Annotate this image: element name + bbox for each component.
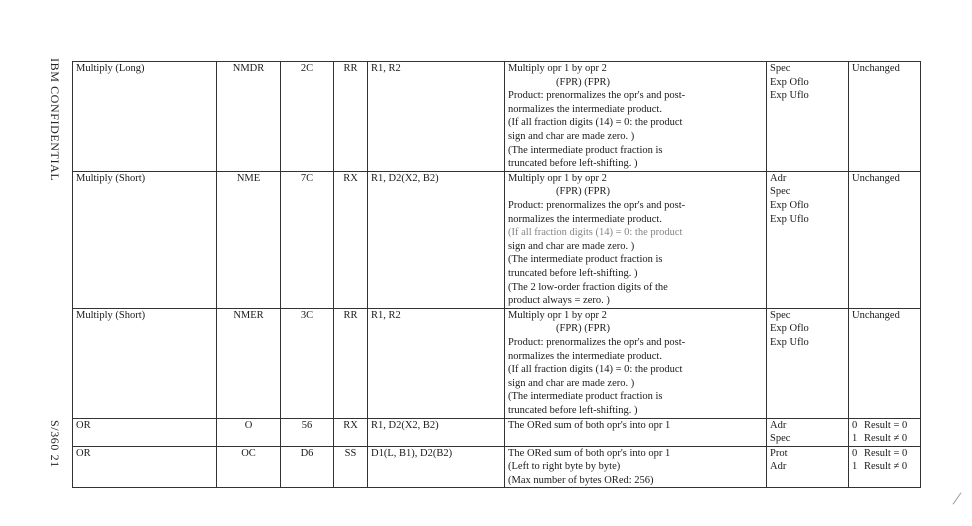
format: RX bbox=[343, 419, 358, 431]
operands: R1, D2(X2, B2) bbox=[371, 172, 439, 184]
exception-item: Exp Oflo bbox=[770, 323, 809, 335]
description-line: normalizes the intermediate product. bbox=[508, 103, 662, 115]
mnemonic-cell bbox=[217, 62, 281, 172]
operands-cell bbox=[368, 308, 505, 418]
condition-code-line bbox=[852, 447, 917, 461]
op-code: 3C bbox=[300, 309, 314, 321]
exception-item: Exp Uflo bbox=[770, 90, 809, 102]
description-line: (If all fraction digits (14) = 0: the product bbox=[508, 117, 683, 129]
description-line: (FPR) (FPR) bbox=[556, 76, 610, 88]
description-line: product always = zero. ) bbox=[508, 295, 610, 307]
op-code: 56 bbox=[301, 419, 313, 431]
description-cell bbox=[505, 446, 767, 488]
description-line: sign and char are made zero. ) bbox=[508, 130, 635, 142]
format-cell bbox=[334, 308, 368, 418]
format: RR bbox=[343, 63, 358, 74]
description-line: normalizes the intermediate product. bbox=[508, 213, 662, 225]
exception-item: Prot bbox=[770, 447, 788, 459]
description-line: (The 2 low-order fraction digits of the bbox=[508, 281, 668, 293]
format: SS bbox=[344, 447, 357, 459]
format: RR bbox=[343, 309, 358, 321]
op-code: D6 bbox=[300, 447, 314, 459]
description-line: Product: prenormalizes the opr's and post- bbox=[508, 199, 686, 211]
condition-code-cell bbox=[849, 171, 921, 308]
description-cell bbox=[505, 308, 767, 418]
instruction-row bbox=[73, 446, 921, 488]
description-cell bbox=[505, 418, 767, 446]
description-line: (The intermediate product fraction is bbox=[508, 254, 663, 266]
exception-item: Exp Oflo bbox=[770, 76, 809, 88]
mnemonic: NMER bbox=[233, 309, 264, 321]
mnemonic: NMDR bbox=[232, 63, 265, 74]
condition-code-value: 0 bbox=[852, 419, 858, 431]
exception-item: Exp Oflo bbox=[770, 199, 809, 211]
instruction-row bbox=[73, 62, 921, 172]
condition-code-meaning: Result ≠ 0 bbox=[864, 461, 908, 473]
mnemonic: NME bbox=[236, 172, 261, 184]
description-line: truncated before left-shifting. ) bbox=[508, 158, 638, 170]
condition-code-value: 0 bbox=[852, 447, 858, 459]
op-code-cell bbox=[281, 418, 334, 446]
operands: R1, R2 bbox=[371, 309, 401, 321]
op-code-cell bbox=[281, 62, 334, 172]
operands-cell bbox=[368, 171, 505, 308]
mnemonic-cell bbox=[217, 446, 281, 488]
instruction-name-cell bbox=[73, 418, 217, 446]
instruction-name-cell bbox=[73, 308, 217, 418]
instruction-name: Multiply (Short) bbox=[76, 172, 146, 184]
mnemonic-cell bbox=[217, 171, 281, 308]
condition-code-line bbox=[852, 460, 917, 474]
operands: R1, D2(X2, B2) bbox=[371, 419, 439, 431]
exception-item: Adr bbox=[770, 461, 787, 473]
condition-code-line bbox=[852, 419, 917, 433]
operands: D1(L, B1), D2(B2) bbox=[371, 447, 453, 459]
page-marker: S/360 21 bbox=[48, 420, 62, 468]
operands-cell bbox=[368, 418, 505, 446]
condition-code-line bbox=[852, 432, 917, 446]
description-line: truncated before left-shifting. ) bbox=[508, 267, 638, 279]
exception-item: Spec bbox=[770, 309, 791, 321]
op-code-cell bbox=[281, 171, 334, 308]
instruction-row bbox=[73, 418, 921, 446]
format: RX bbox=[343, 172, 358, 184]
description-line: (If all fraction digits (14) = 0: the product bbox=[508, 227, 683, 239]
mnemonic-cell bbox=[217, 418, 281, 446]
description-line: sign and char are made zero. ) bbox=[508, 377, 635, 389]
condition-code-text: Unchanged bbox=[852, 63, 900, 74]
mnemonic: O bbox=[244, 419, 253, 431]
exception-item: Spec bbox=[770, 186, 791, 198]
description-line: (If all fraction digits (14) = 0: the product bbox=[508, 364, 683, 376]
description-line: (The intermediate product fraction is bbox=[508, 144, 663, 156]
description-line: The ORed sum of both opr's into opr 1 bbox=[508, 419, 671, 431]
condition-code-meaning: Result ≠ 0 bbox=[864, 433, 908, 445]
description-line: (Max number of bytes ORed: 256) bbox=[508, 474, 654, 486]
instruction-name: OR bbox=[76, 419, 91, 431]
instruction-row bbox=[73, 171, 921, 308]
exception-item: Exp Uflo bbox=[770, 213, 809, 225]
description-line: Product: prenormalizes the opr's and post- bbox=[508, 90, 686, 102]
condition-code-value: 1 bbox=[852, 461, 858, 473]
condition-code-cell bbox=[849, 446, 921, 488]
description-line: truncated before left-shifting. ) bbox=[508, 404, 638, 416]
instruction-name: OR bbox=[76, 447, 91, 459]
operands-cell bbox=[368, 62, 505, 172]
description-line: Multiply opr 1 by opr 2 bbox=[508, 63, 607, 74]
instruction-name-cell bbox=[73, 446, 217, 488]
description-cell bbox=[505, 171, 767, 308]
condition-code-text: Unchanged bbox=[852, 172, 900, 184]
format-cell bbox=[334, 171, 368, 308]
description-cell bbox=[505, 62, 767, 172]
op-code: 7C bbox=[300, 172, 314, 184]
op-code-cell bbox=[281, 308, 334, 418]
exceptions-cell bbox=[767, 446, 849, 488]
format-cell bbox=[334, 446, 368, 488]
mnemonic-cell bbox=[217, 308, 281, 418]
instruction-name: Multiply (Long) bbox=[76, 63, 145, 74]
description-line: normalizes the intermediate product. bbox=[508, 350, 662, 362]
exception-item: Spec bbox=[770, 433, 791, 445]
exception-item: Adr bbox=[770, 172, 787, 184]
operands-cell bbox=[368, 446, 505, 488]
condition-code-cell bbox=[849, 418, 921, 446]
confidential-marking: IBM CONFIDENTIAL bbox=[48, 58, 62, 182]
description-line: (The intermediate product fraction is bbox=[508, 391, 663, 403]
description-line: Multiply opr 1 by opr 2 bbox=[508, 309, 607, 321]
instruction-table bbox=[72, 61, 921, 488]
description-line: (Left to right byte by byte) bbox=[508, 461, 621, 473]
op-code-cell bbox=[281, 446, 334, 488]
exceptions-cell bbox=[767, 62, 849, 172]
format-cell bbox=[334, 62, 368, 172]
exception-item: Spec bbox=[770, 63, 791, 74]
condition-code-cell bbox=[849, 308, 921, 418]
condition-code-value: 1 bbox=[852, 433, 858, 445]
mnemonic: OC bbox=[241, 447, 256, 459]
stray-pen-mark bbox=[953, 492, 962, 504]
exception-item: Exp Uflo bbox=[770, 336, 809, 348]
op-code: 2C bbox=[300, 63, 314, 74]
exceptions-cell bbox=[767, 308, 849, 418]
operands: R1, R2 bbox=[371, 63, 401, 74]
instruction-name-cell bbox=[73, 62, 217, 172]
instruction-row bbox=[73, 308, 921, 418]
description-line: (FPR) (FPR) bbox=[556, 186, 610, 198]
description-line: Multiply opr 1 by opr 2 bbox=[508, 172, 607, 184]
description-line: Product: prenormalizes the opr's and post- bbox=[508, 336, 686, 348]
instruction-name: Multiply (Short) bbox=[76, 309, 146, 321]
description-line: (FPR) (FPR) bbox=[556, 323, 610, 335]
exception-item: Adr bbox=[770, 419, 787, 431]
exceptions-cell bbox=[767, 418, 849, 446]
format-cell bbox=[334, 418, 368, 446]
condition-code-meaning: Result = 0 bbox=[864, 419, 908, 431]
description-line: sign and char are made zero. ) bbox=[508, 240, 635, 252]
condition-code-text: Unchanged bbox=[852, 309, 900, 321]
condition-code-meaning: Result = 0 bbox=[864, 447, 908, 459]
exceptions-cell bbox=[767, 171, 849, 308]
instruction-name-cell bbox=[73, 171, 217, 308]
condition-code-cell bbox=[849, 62, 921, 172]
description-line: The ORed sum of both opr's into opr 1 bbox=[508, 447, 671, 459]
